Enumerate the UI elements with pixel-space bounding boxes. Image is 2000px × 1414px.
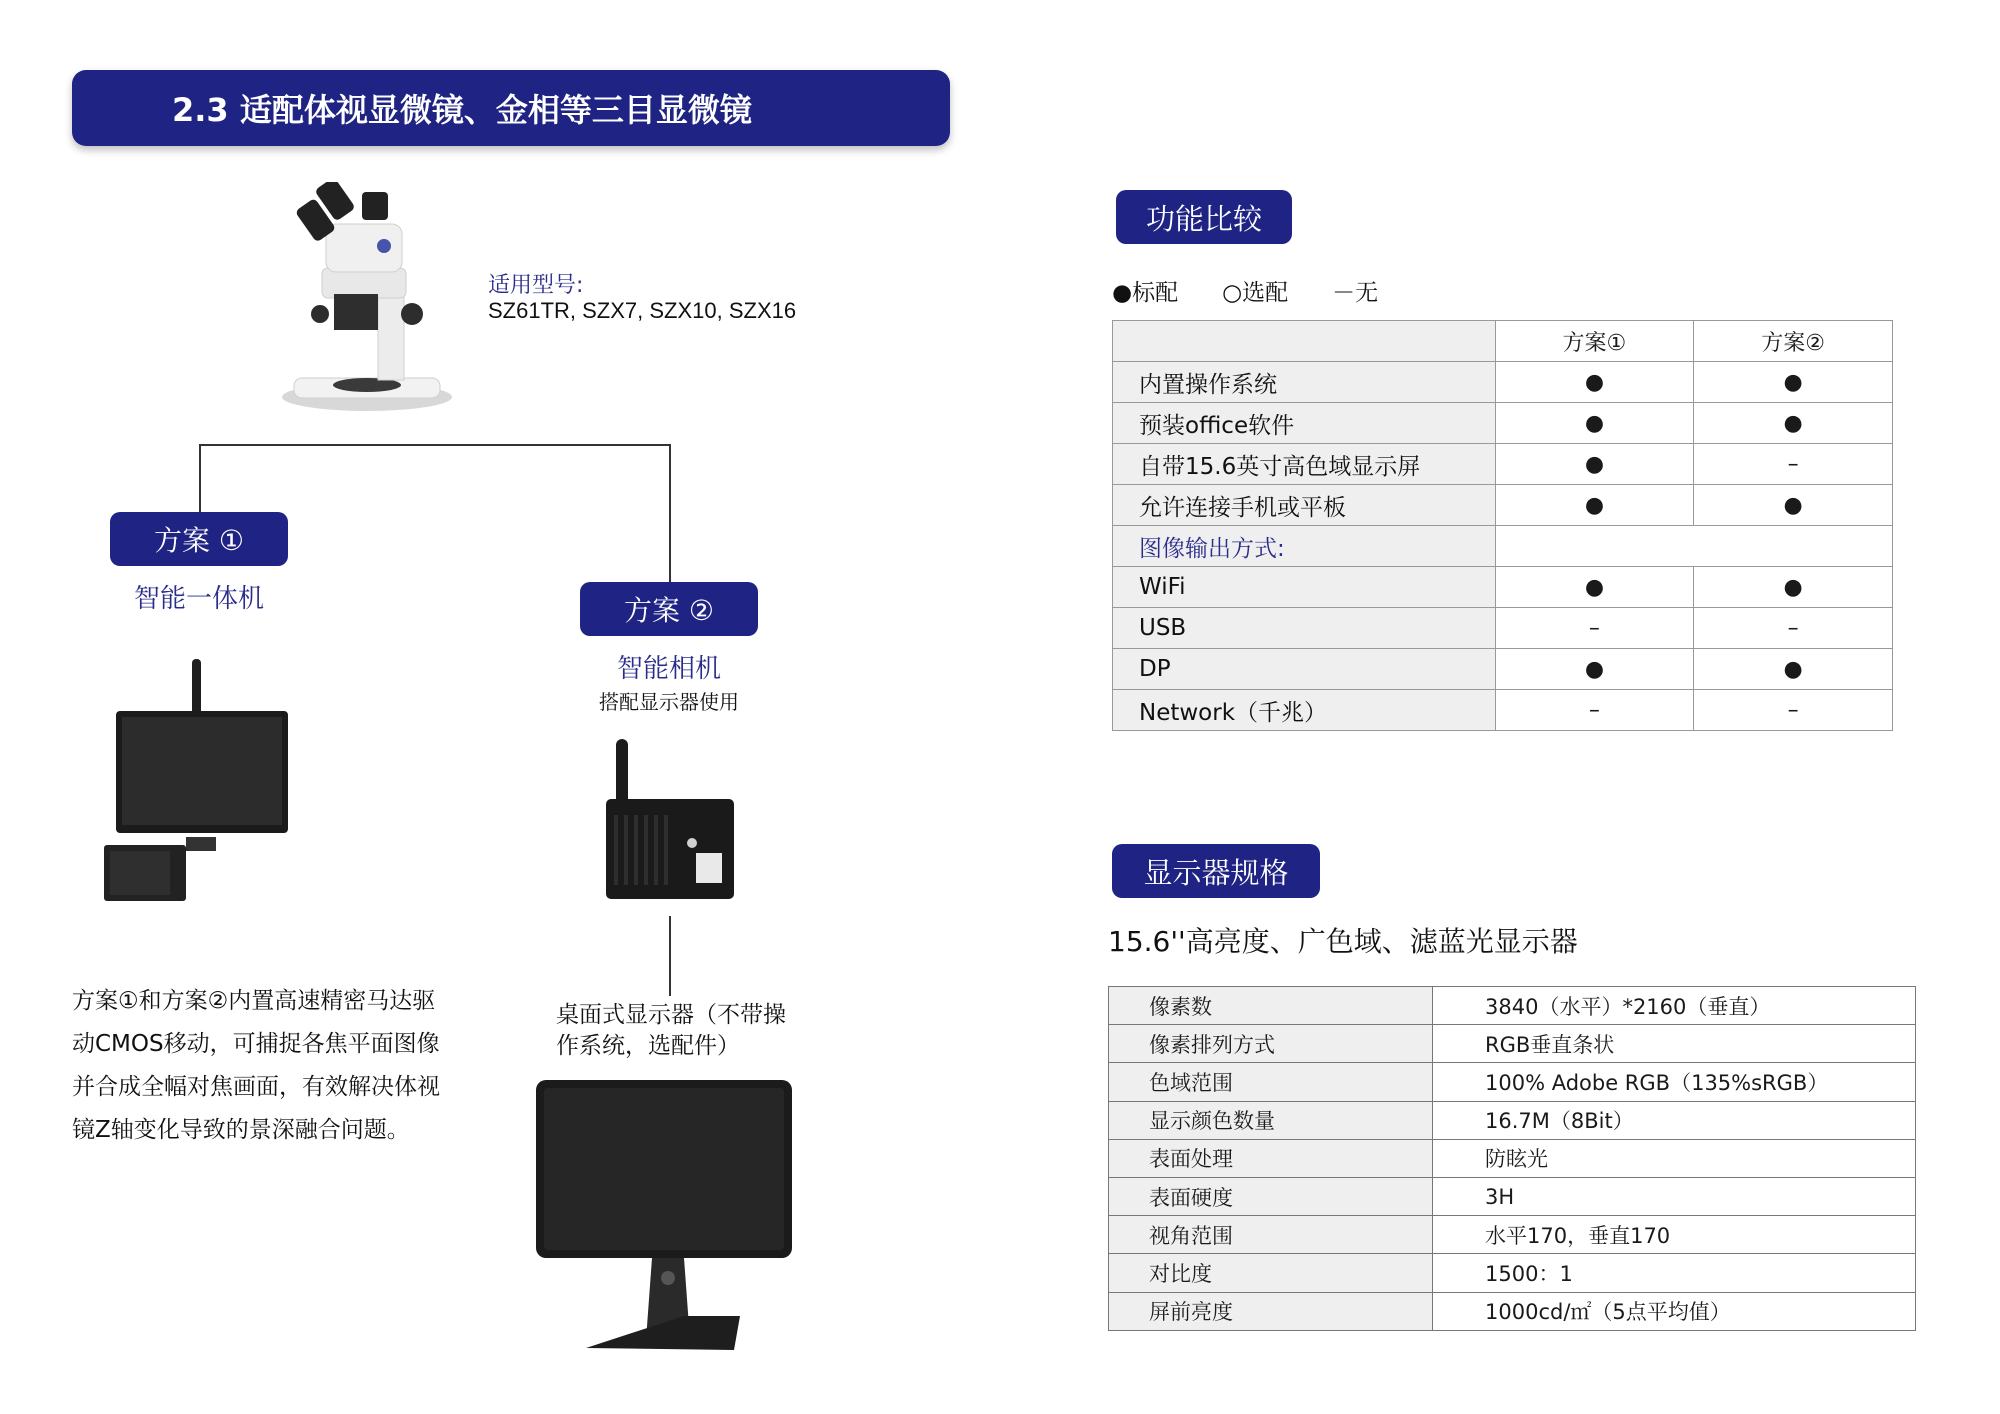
connector-monitor bbox=[669, 916, 671, 996]
all-in-one-device-image bbox=[100, 655, 300, 905]
spec-key: 视角范围 bbox=[1109, 1216, 1433, 1254]
spec-key: 显示颜色数量 bbox=[1109, 1101, 1433, 1139]
connector-plan2 bbox=[669, 444, 671, 582]
row-label: DP bbox=[1113, 649, 1496, 690]
row-plan2-value: – bbox=[1694, 608, 1893, 649]
table-row bbox=[1109, 1216, 1916, 1254]
table-header-row bbox=[1113, 321, 1893, 362]
plan2-label: 方案 ② bbox=[623, 594, 714, 627]
table-row bbox=[1113, 403, 1893, 444]
table-row bbox=[1113, 444, 1893, 485]
table-header-blank bbox=[1113, 321, 1496, 362]
table-row bbox=[1113, 690, 1893, 731]
legend-standard: ●标配 bbox=[1112, 280, 1179, 306]
spec-value: 3H bbox=[1433, 1177, 1916, 1215]
description-text: 方案①和方案②内置高速精密马达驱动CMOS移动，可捕捉各焦平面图像并合成全幅对焦画面，有效解决体视镜Z轴变化导致的景深融合问题。 bbox=[72, 988, 440, 1143]
row-plan1-value: ● bbox=[1495, 485, 1694, 526]
display-spec-title: 显示器规格 bbox=[1143, 855, 1289, 890]
section-title-bar bbox=[72, 70, 950, 146]
row-plan1-value: ● bbox=[1495, 567, 1694, 608]
plan2-badge bbox=[580, 582, 758, 636]
connector-horizontal bbox=[199, 444, 671, 446]
table-header-plan1: 方案① bbox=[1495, 321, 1694, 362]
table-row bbox=[1109, 1101, 1916, 1139]
plan2-subtitle: 智能相机 bbox=[616, 654, 721, 684]
spec-value: 16.7M（8Bit） bbox=[1433, 1101, 1916, 1139]
plan1-label: 方案 ① bbox=[153, 524, 244, 557]
spec-key: 表面硬度 bbox=[1109, 1177, 1433, 1215]
legend bbox=[1112, 274, 1378, 307]
spec-value: 100% Adobe RGB（135%sRGB） bbox=[1433, 1063, 1916, 1101]
table-row bbox=[1109, 1177, 1916, 1215]
models-label: 适用型号: bbox=[488, 273, 584, 298]
row-label: 预装office软件 bbox=[1113, 403, 1496, 444]
row-label: 自带15.6英寸高色域显示屏 bbox=[1113, 444, 1496, 485]
spec-value: RGB垂直条状 bbox=[1433, 1025, 1916, 1063]
spec-value: 水平170，垂直170 bbox=[1433, 1216, 1916, 1254]
spec-value: 1500：1 bbox=[1433, 1254, 1916, 1292]
row-plan1-value: ● bbox=[1495, 403, 1694, 444]
table-row bbox=[1109, 1025, 1916, 1063]
row-plan1-value: ● bbox=[1495, 649, 1694, 690]
table-section-row bbox=[1113, 526, 1893, 567]
plan1-subtitle: 智能一体机 bbox=[133, 584, 264, 614]
display-spec-subtitle: 15.6''高亮度、广色域、滤蓝光显示器 bbox=[1108, 925, 1578, 958]
section-row-blank bbox=[1495, 526, 1892, 567]
table-row bbox=[1113, 362, 1893, 403]
row-plan1-value: – bbox=[1495, 608, 1694, 649]
spec-value: 1000cd/㎡（5点平均值） bbox=[1433, 1292, 1916, 1330]
spec-key: 像素数 bbox=[1109, 987, 1433, 1025]
row-label: 允许连接手机或平板 bbox=[1113, 485, 1496, 526]
section-label-output: 图像输出方式: bbox=[1113, 526, 1496, 567]
row-plan1-value: ● bbox=[1495, 362, 1694, 403]
table-row bbox=[1109, 1254, 1916, 1292]
comparison-title-badge bbox=[1116, 190, 1292, 244]
spec-key: 对比度 bbox=[1109, 1254, 1433, 1292]
table-row bbox=[1109, 1063, 1916, 1101]
spec-key: 屏前亮度 bbox=[1109, 1292, 1433, 1330]
display-spec-title-badge bbox=[1112, 844, 1320, 898]
row-label: 内置操作系统 bbox=[1113, 362, 1496, 403]
row-label: USB bbox=[1113, 608, 1496, 649]
row-plan2-value: ● bbox=[1694, 485, 1893, 526]
desktop-monitor-image bbox=[534, 1078, 794, 1360]
table-row bbox=[1109, 1292, 1916, 1330]
stereo-microscope-image bbox=[282, 182, 452, 422]
table-row bbox=[1113, 485, 1893, 526]
models-list: SZ61TR, SZX7, SZX10, SZX16 bbox=[488, 298, 797, 323]
row-label: WiFi bbox=[1113, 567, 1496, 608]
spec-key: 表面处理 bbox=[1109, 1139, 1433, 1177]
table-row bbox=[1109, 987, 1916, 1025]
table-row bbox=[1113, 649, 1893, 690]
row-plan2-value: ● bbox=[1694, 649, 1893, 690]
row-plan2-value: ● bbox=[1694, 567, 1893, 608]
row-plan2-value: ● bbox=[1694, 362, 1893, 403]
legend-optional: ○选配 bbox=[1222, 280, 1289, 306]
plan2-note: 搭配显示器使用 bbox=[599, 690, 739, 714]
section-title: 2.3 适配体视显微镜、金相等三目显微镜 bbox=[172, 91, 752, 129]
connector-plan1 bbox=[199, 444, 201, 514]
comparison-table bbox=[1112, 320, 1893, 731]
plan1-badge bbox=[110, 512, 288, 566]
row-plan1-value: – bbox=[1495, 690, 1694, 731]
row-plan2-value: – bbox=[1694, 690, 1893, 731]
monitor-caption: 桌面式显示器（不带操作系统，选配件） bbox=[556, 1002, 786, 1059]
spec-key: 像素排列方式 bbox=[1109, 1025, 1433, 1063]
table-header-plan2: 方案② bbox=[1694, 321, 1893, 362]
comparison-title: 功能比较 bbox=[1145, 201, 1262, 236]
row-plan2-value: – bbox=[1694, 444, 1893, 485]
spec-value: 防眩光 bbox=[1433, 1139, 1916, 1177]
row-plan1-value: ● bbox=[1495, 444, 1694, 485]
row-label: Network（千兆） bbox=[1113, 690, 1496, 731]
row-plan2-value: ● bbox=[1694, 403, 1893, 444]
table-row bbox=[1113, 567, 1893, 608]
spec-value: 3840（水平）*2160（垂直） bbox=[1433, 987, 1916, 1025]
spec-key: 色域范围 bbox=[1109, 1063, 1433, 1101]
smart-camera-image bbox=[600, 735, 740, 905]
table-row bbox=[1109, 1139, 1916, 1177]
display-spec-table bbox=[1108, 986, 1916, 1331]
table-row bbox=[1113, 608, 1893, 649]
legend-none: －无 bbox=[1332, 280, 1379, 306]
